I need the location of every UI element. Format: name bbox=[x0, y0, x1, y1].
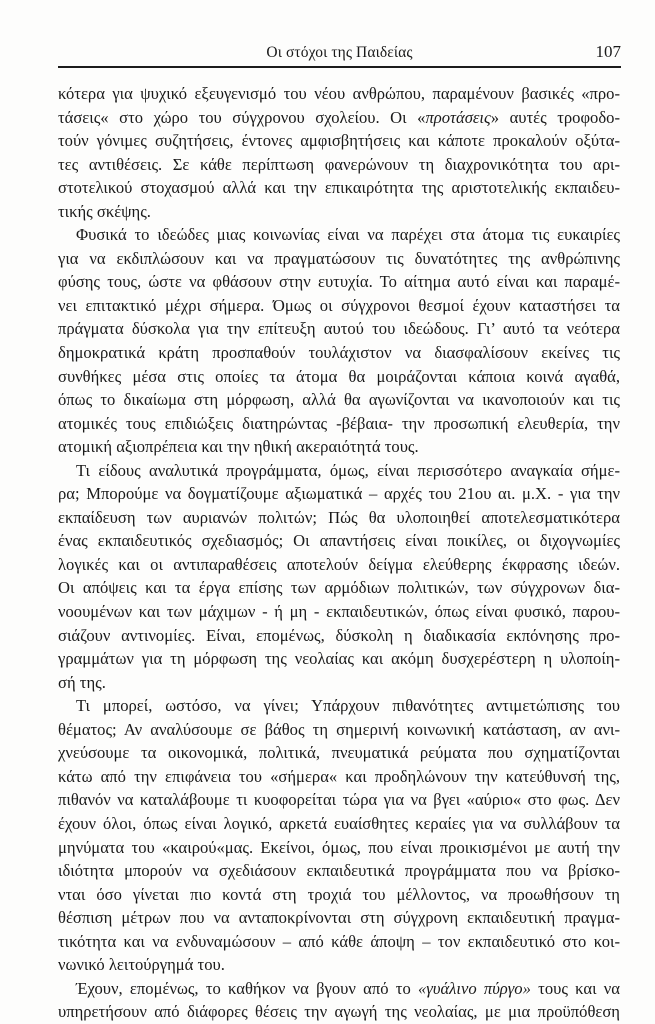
running-title: Οι στόχοι της Παιδείας bbox=[266, 44, 413, 61]
italic-phrase: προτάσεις bbox=[425, 107, 491, 127]
text-span: τους και να bbox=[530, 978, 620, 998]
text-line: ατομική αξιοπρέπεια και την ηθική ακεραιότητά τους. bbox=[58, 437, 419, 457]
text-line: σιάζουν αντινομίες. Είναι, επομένως, δύσκολη η διαδικασία εκπόνησης προ- bbox=[58, 625, 620, 645]
text-line: μηνύματα του «καιρού«μας. Εκείνοι, όμως, που είναι προικισμένοι με αυτή την bbox=[58, 837, 620, 857]
text-line: κάτω από την επιφάνεια του «σήμερα« και προδηλώνουν την κατεύθυνσή της, bbox=[58, 766, 620, 786]
text-line: Φυσικά το ιδεώδες μιας κοινωνίας είναι να παρέχει στα άτομα τις ευκαιρίες bbox=[76, 225, 620, 245]
text-line: στοτελικού στοχασμού αλλά και την επικαιρότητα της αριστοτελικής εκπαιδευ- bbox=[58, 178, 620, 198]
text-line: δημοκρατικά κράτη προσπαθούν τουλάχιστον να διασφαλίσουν εκείνες τις bbox=[58, 343, 620, 363]
text-line: Τι είδους αναλυτικά προγράμματα, όμως, είναι περισσότερο αναγκαία σήμε- bbox=[76, 460, 620, 480]
italic-phrase: «γυάλινο πύργο» bbox=[418, 978, 531, 998]
text-span: » αυτές τροφοδο- bbox=[490, 107, 620, 127]
paragraph bbox=[58, 459, 620, 694]
text-line: φύσης τους, ώστε να φθάσουν στην ευτυχία. Το αίτημα αυτό είναι και παραμέ- bbox=[58, 272, 620, 292]
text-line: τικότητα και να ενδυναμώσουν – από κάθε άποψη – τον εκπαιδευτικό στο κοι- bbox=[58, 931, 620, 951]
body-text bbox=[58, 82, 620, 1024]
paragraph bbox=[58, 82, 620, 223]
text-line: νει επιτακτικό μέχρι σήμερα. Όμως οι σύγχρονοι θεσμοί έχουν καταστήσει τα bbox=[58, 295, 620, 315]
text-line: συνθήκες μέσα στις οποίες τα άτομα θα μοιράζονται κάποια κοινά αγαθά, bbox=[58, 366, 620, 386]
text-line: για να εκδιπλώσουν και να πραγματώσουν τις δυνατότητες της ανθρώπινης bbox=[58, 248, 620, 268]
text-span: Έχουν, επομένως, το καθήκον να βγουν από το bbox=[76, 978, 418, 998]
text-line: εκπαίδευση των αυριανών πολιτών; Πώς θα υλοποιηθεί αποτελεσματικότερα bbox=[58, 507, 620, 527]
text-line: λογικές και οι αντιπαραθέσεις αποτελούν δείγμα ελεύθερης έκφρασης ιδεών. bbox=[58, 554, 620, 574]
text-line: πιθανόν να καταλάβουμε τι κυοφορείται τώρα για να βγει «αύριο« στο φως. Δεν bbox=[58, 790, 620, 810]
text-line: νται όσο γίνεται πιο κοντά στη τροχιά του μέλλοντος, να προωθήσουν τη bbox=[58, 884, 620, 904]
text-line: τούν γόνιμες συζητήσεις, έντονες αμφισβητήσεις και κάποτε προκαλούν οξύτα- bbox=[58, 131, 620, 151]
text-line: χνεύσουμε τα οικονομικά, πολιτικά, πνευματικά ρεύματα που σχηματίζονται bbox=[58, 743, 620, 763]
text-line: ένας εκπαιδευτικός σχεδιασμός; Οι απαντήσεις είναι ποικίλες, οι διχογνωμίες bbox=[58, 531, 620, 551]
text-line: σή της. bbox=[58, 672, 106, 692]
text-line: ατομικές τους επιδιώξεις διατηρώντας -βέβαια- την προσωπική ελευθερία, την bbox=[58, 413, 620, 433]
running-header bbox=[58, 40, 621, 68]
text-line bbox=[58, 977, 620, 1001]
text-line: τες αντιθέσεις. Σε κάθε περίπτωση φανερώνουν τη διαχρονικότητα του αρι- bbox=[58, 154, 620, 174]
text-line: υπηρετήσουν από διάφορες θέσεις την αγωγή της νεολαίας, με μια προϋπόθεση bbox=[58, 1002, 620, 1022]
text-line: νωνικό λειτούργημά του. bbox=[58, 955, 225, 975]
text-line: γραμμάτων για τη μόρφωση της νεολαίας και ακόμη δυσχερέστερη η υλοποίη- bbox=[58, 649, 620, 669]
paragraph bbox=[58, 977, 620, 1024]
text-line: Οι απόψεις και τα έργα επίσης των αρμόδιων πολιτικών, των σύγχρονων δια- bbox=[58, 578, 620, 598]
text-line: θέσπιση μέτρων που να ανταποκρίνονται στη σύγχρονη εκπαιδευτική πραγμα- bbox=[58, 908, 620, 928]
text-line: κότερα για ψυχικό εξευγενισμό του νέου ανθρώπου, παραμένουν βασικές «προ- bbox=[58, 84, 620, 103]
paragraph bbox=[58, 694, 620, 977]
page-number: 107 bbox=[595, 42, 621, 61]
text-line: θέματος; Αν αναλύσουμε σε βάθος τη σημερινή κοινωνική κατάσταση, αν ανι- bbox=[58, 719, 620, 739]
text-line: ρα; Μπορούμε να δογματίζουμε αξιωματικά – αρχές του 21ου αι. μ.Χ. - για την bbox=[58, 484, 620, 504]
text-line: έχουν όλοι, όπως είναι λογικό, αρκετά ευαίσθητες κεραίες για να συλλάβουν τα bbox=[58, 813, 620, 833]
text-line: ιδιότητα μπορούν να σχεδιάσουν εκπαιδευτικά προγράμματα που να βρίσκο- bbox=[58, 861, 620, 881]
text-line: όπως το δικαίωμα στη μόρφωση, αλλά θα αγωνίζονται να ικανοποιούν και τις bbox=[58, 390, 620, 410]
text-line: πράγματα δύσκολα για την επίτευξη αυτού του ιδεώδους. Γι’ αυτό τα νεότερα bbox=[58, 319, 620, 339]
text-line: Τι μπορεί, ωστόσο, να γίνει; Υπάρχουν πιθανότητες αντιμετώπισης του bbox=[76, 696, 620, 716]
text-line: τικής σκέψης. bbox=[58, 201, 151, 221]
text-line bbox=[58, 106, 620, 130]
paragraph bbox=[58, 223, 620, 458]
text-span: τάσεις« στο χώρο του σύγχρονου σχολείου. Οι « bbox=[58, 107, 426, 127]
text-line: νοουμένων και των μάχιμων - ή μη - εκπαιδευτικών, όπως είναι φυσικό, παρου- bbox=[58, 602, 620, 622]
